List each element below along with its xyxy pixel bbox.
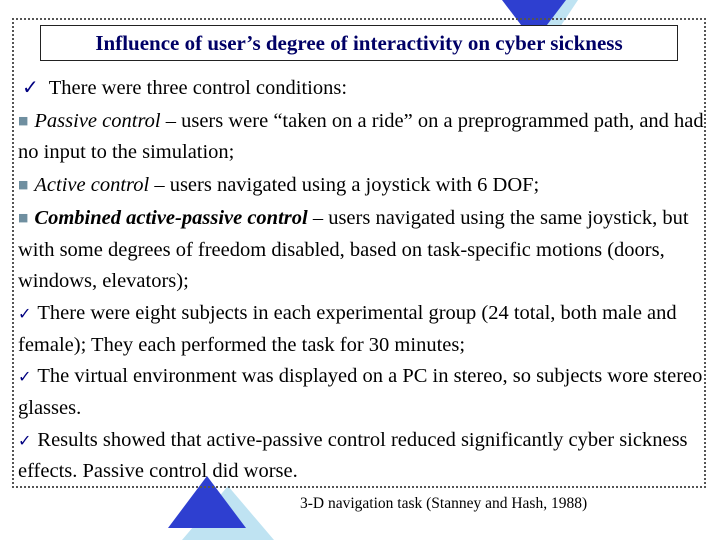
- point-text: There were eight subjects in each experimental group (24 total, both male and female); They each performed the task for 30 minutes;: [18, 301, 677, 356]
- square-bullet-icon: ■: [18, 210, 29, 224]
- square-bullet-icon: ■: [18, 113, 29, 127]
- check-icon: ✓: [18, 430, 32, 450]
- square-bullet-icon: ■: [18, 178, 29, 192]
- condition-term: Active control: [34, 174, 150, 197]
- point-item: [18, 298, 706, 361]
- condition-item: [18, 105, 706, 169]
- condition-term: Passive control: [34, 109, 161, 132]
- intro-text: There were three control conditions:: [48, 77, 348, 99]
- condition-text: – users were “taken on a ride” on a preprogrammed path, and had no input to the simulation;: [18, 109, 704, 164]
- point-text: Results showed that active-passive control reduced significantly cyber sickness effects. Passive control did worse.: [18, 428, 688, 483]
- check-icon: ✓: [22, 75, 39, 99]
- point-item: [18, 425, 706, 488]
- condition-term: Combined active-passive control: [34, 206, 308, 229]
- point-text: The virtual environment was displayed on a PC in stereo, so subjects wore stereo glasses.: [18, 365, 703, 420]
- condition-text: – users navigated using a joystick with 6 DOF;: [149, 174, 540, 197]
- slide-content: [18, 72, 706, 488]
- slide-title: Influence of user’s degree of interactivity on cyber sickness: [95, 31, 623, 55]
- check-icon: ✓: [18, 367, 32, 387]
- figure-caption: 3-D navigation task (Stanney and Hash, 1988): [300, 495, 588, 512]
- check-icon: ✓: [18, 303, 32, 323]
- point-item: [18, 361, 706, 424]
- condition-item: [18, 202, 706, 298]
- intro-item: [18, 72, 706, 105]
- condition-text: – users navigated using the same joystick, but with some degrees of freedom disabled, based on task-specific motions (doors, windows, elevators);: [18, 206, 689, 293]
- condition-item: [18, 169, 706, 202]
